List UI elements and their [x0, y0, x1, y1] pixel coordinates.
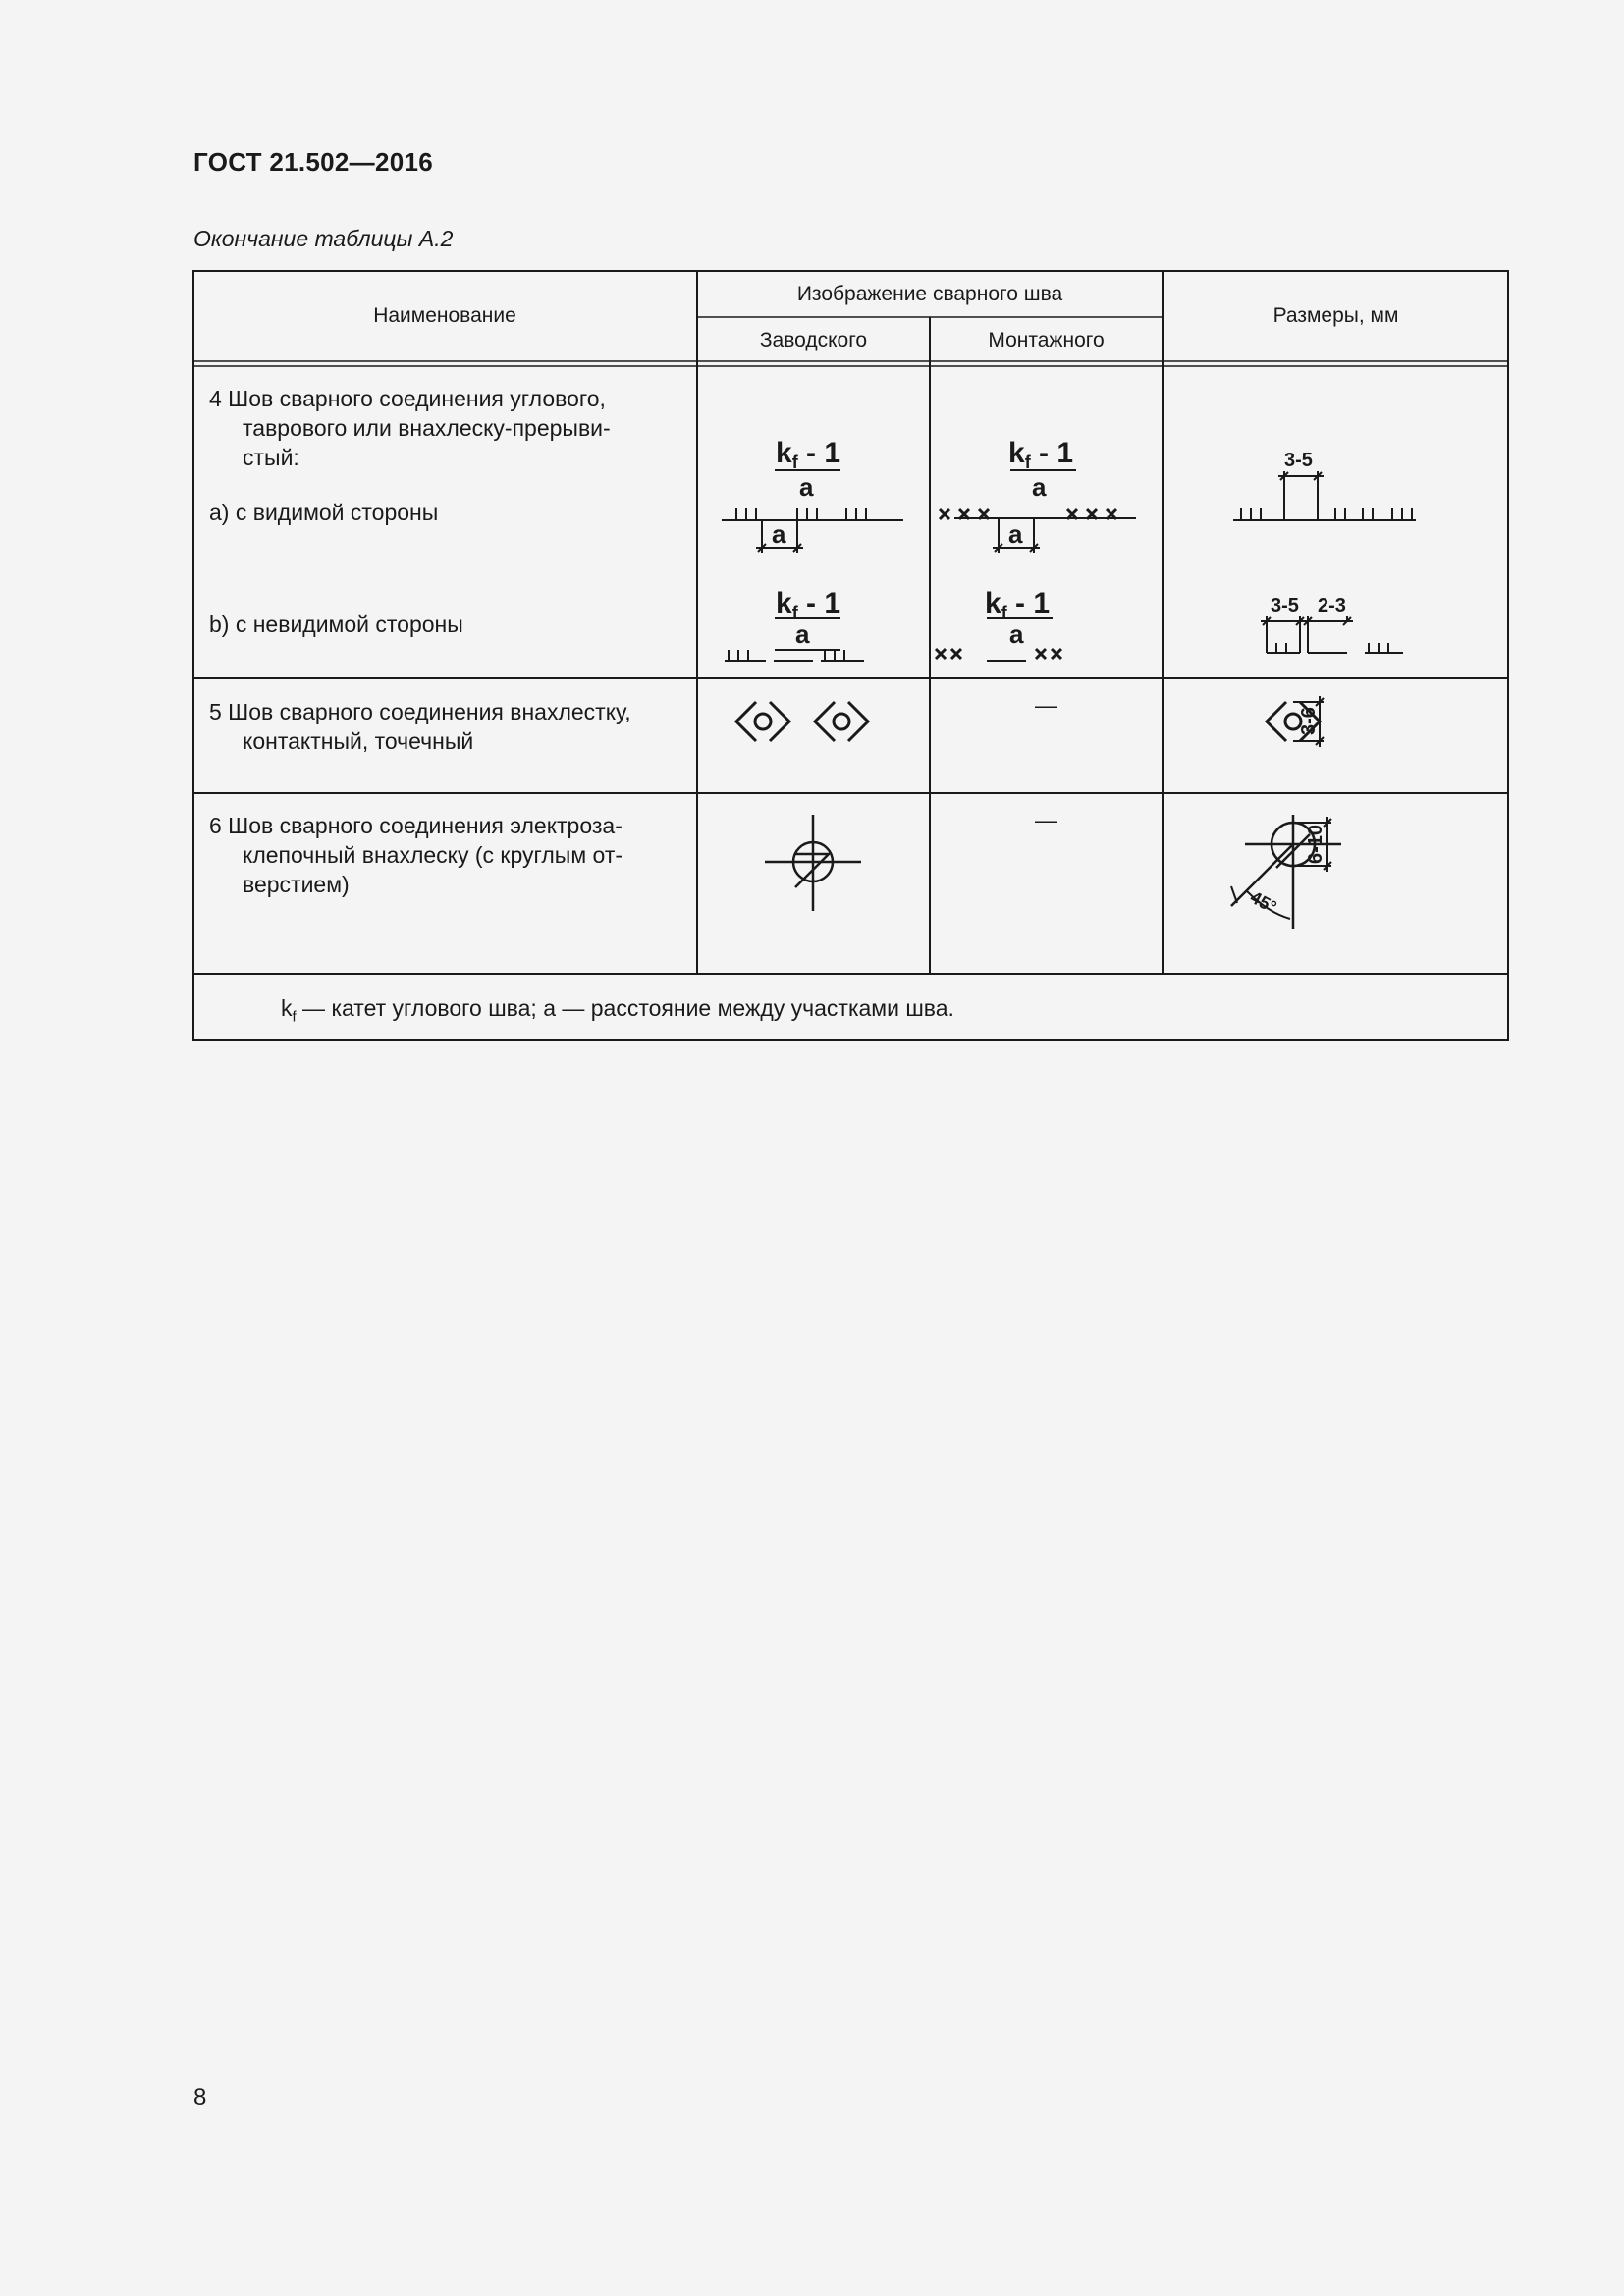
row5-factory-symbols	[697, 678, 930, 793]
header-factory: Заводского	[759, 329, 868, 351]
row4-factory-symbols	[697, 366, 930, 678]
row4-field-a-invisible: а	[1009, 619, 1024, 649]
header-field: Монтажного	[988, 329, 1105, 351]
row4-factory-a-visible: а	[799, 472, 814, 502]
row4-line2: тавpового или внахлеску-прерыви-	[243, 415, 611, 441]
row4-field-kf-visible: $k_f - 1$	[1008, 437, 1074, 472]
row4-dim-3-5-invisible: 3-5	[1271, 595, 1299, 616]
row4-line3: стый:	[243, 445, 299, 470]
header-dimensions: Размеры, мм	[1272, 304, 1399, 327]
footnote-kf: k	[281, 995, 293, 1021]
row6-factory-symbols	[697, 793, 930, 974]
row4-field-symbols	[930, 366, 1163, 678]
header-name: Наименование	[373, 304, 516, 327]
row5-field-dash: —	[1035, 692, 1057, 718]
row4-field-kf-invisible: $k_f - 1$	[985, 587, 1051, 622]
row5-dim-3-6: 3-6	[1298, 707, 1320, 735]
spot-weld-icon	[736, 702, 789, 741]
row6-field-dash: —	[1035, 807, 1057, 832]
footnote-kf-sub: f	[292, 1008, 297, 1026]
row5-line2: контактный, точечный	[243, 728, 474, 754]
row4-factory-kf-invisible: $k_f - 1$	[776, 587, 841, 622]
header-image-group: Изображение сварного шва	[796, 283, 1063, 305]
row4-name	[209, 384, 690, 472]
row4-line1: 4 Шов сварного соединения углового,	[209, 386, 606, 411]
table-footnote	[281, 993, 954, 1033]
row4-dimension-symbols	[1163, 366, 1509, 678]
document-title: ГОСТ 21.502—2016	[193, 147, 434, 177]
row4-factory-kf-visible: $k_f - 1$	[776, 437, 841, 472]
row6-name	[209, 811, 680, 899]
rivet-weld-icon	[765, 815, 861, 911]
row6-line2: клепочный внахлеску (с круглым от-	[243, 842, 623, 868]
row4-field-a-dim: а	[1008, 519, 1023, 549]
row4-dim-2-3: 2-3	[1318, 595, 1346, 616]
weld-table	[192, 270, 1509, 1041]
row4-field-a-visible: а	[1032, 472, 1047, 502]
row6-line1: 6 Шов сварного соединения электроза-	[209, 813, 623, 838]
row5-dimension-symbols	[1163, 678, 1509, 793]
row4-factory-a-invisible: а	[795, 619, 810, 649]
row5-name	[209, 697, 680, 756]
row4-sub-b: b) с невидимой стороны	[209, 612, 463, 637]
row6-dim-45deg: 45°	[1247, 886, 1280, 918]
footnote-text: — катет углового шва; а — расстояние между участками шва.	[296, 995, 954, 1021]
row4-factory-a-dim: а	[772, 519, 786, 549]
row4-dim-3-5-visible: 3-5	[1284, 450, 1313, 471]
row6-dim-6-10: 6-10	[1305, 824, 1326, 864]
page-number: 8	[193, 2084, 207, 2110]
row6-dimension-symbols	[1163, 793, 1509, 974]
table-caption: Окончание таблицы А.2	[193, 226, 454, 251]
spot-weld-icon	[815, 702, 868, 741]
row6-line3: верстием)	[243, 872, 350, 897]
row4-sub-a: а) с видимой стороны	[209, 500, 439, 525]
row5-line1: 5 Шов сварного соединения внахлестку,	[209, 699, 631, 724]
